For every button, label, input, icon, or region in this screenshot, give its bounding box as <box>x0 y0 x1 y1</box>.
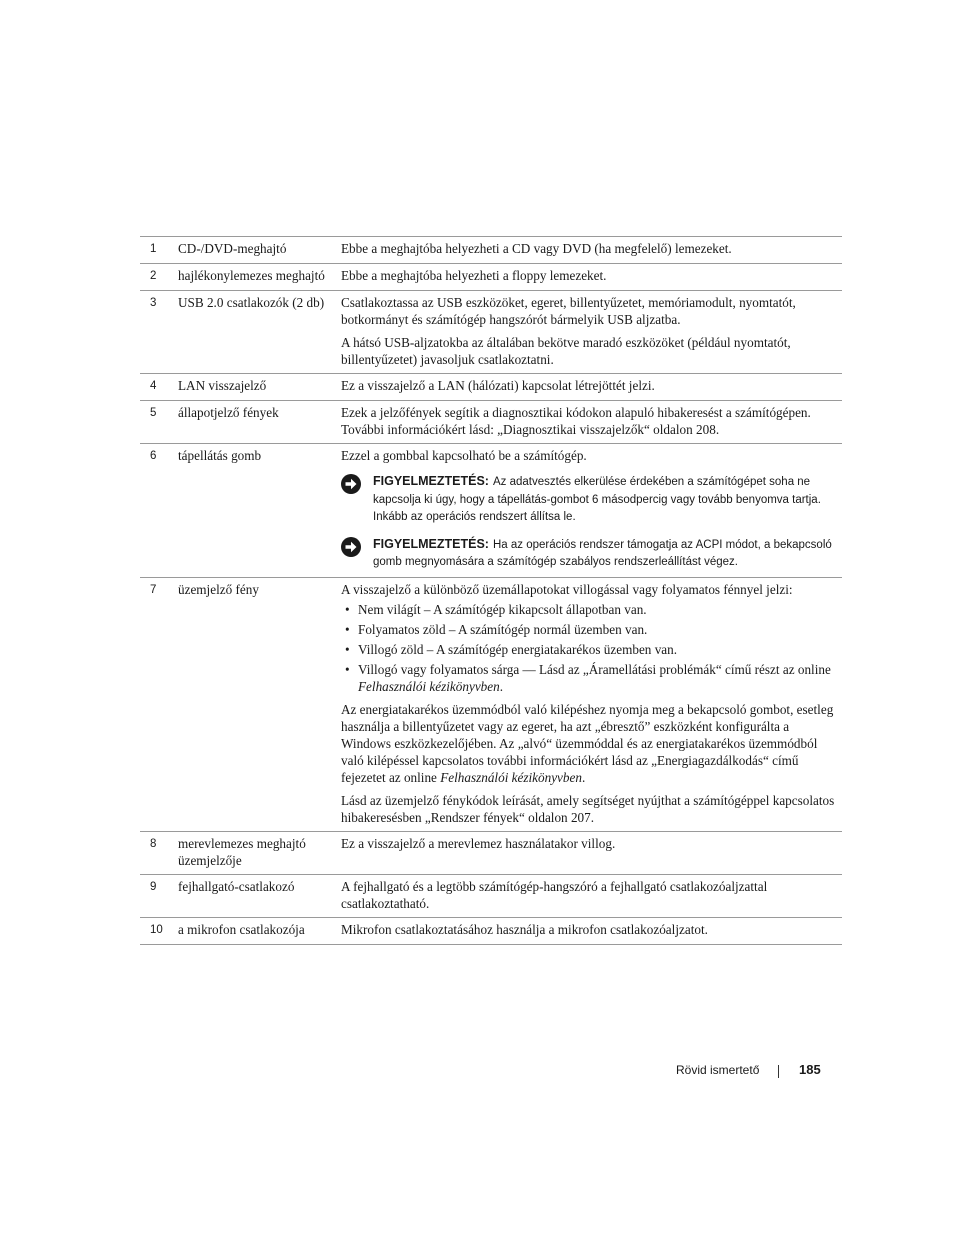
row-number: 6 <box>150 450 157 462</box>
component-description <box>341 374 842 401</box>
row-number: 5 <box>150 407 157 419</box>
table-row <box>140 831 842 874</box>
component-description <box>341 237 842 264</box>
component-description <box>341 401 842 444</box>
component-description <box>341 831 842 874</box>
component-label: a mikrofon csatlakozója <box>178 921 305 937</box>
component-label: USB 2.0 csatlakozók (2 db) <box>178 295 325 310</box>
description-paragraph: A visszajelző a különböző üzemállapotokat villogással vagy folyamatos fénnyel jelzi: <box>341 581 793 597</box>
component-label: üzemjelző fény <box>178 581 259 597</box>
footer-divider <box>778 1065 779 1078</box>
row-number: 9 <box>150 880 157 893</box>
description-paragraph: A fejhallgató és a legtöbb számítógép-hangszóró a fejhallgató csatlakozóaljzattal csatlakoztatható. <box>341 878 768 911</box>
bullet-icon: • <box>345 621 350 637</box>
component-description <box>341 917 842 944</box>
footer-section-title: Rövid ismertető <box>676 1063 760 1077</box>
page-number: 185 <box>799 1062 821 1077</box>
component-label: CD-/DVD-meghajtó <box>178 241 287 256</box>
component-label: LAN visszajelző <box>178 378 267 393</box>
component-description <box>341 264 842 291</box>
table-row <box>140 237 842 264</box>
row-number: 8 <box>150 837 157 850</box>
row-number: 4 <box>150 380 157 392</box>
bullet-icon: • <box>345 641 350 657</box>
list-item: • Villogó zöld – A számítógép energiatakarékos üzemben van. <box>345 641 678 657</box>
table-row <box>140 577 842 831</box>
component-label: fejhallgató-csatlakozó <box>178 878 295 894</box>
component-description <box>341 444 842 578</box>
row-number: 2 <box>150 270 157 282</box>
table-row <box>140 291 842 374</box>
description-paragraph: Mikrofon csatlakoztatásához használja a mikrofon csatlakozóaljzatot. <box>341 921 708 937</box>
description-paragraph: Ez a visszajelző a LAN (hálózati) kapcsolat létrejöttét jelzi. <box>341 378 655 393</box>
component-description <box>341 874 842 917</box>
notice-arrow-icon <box>341 537 361 557</box>
notice-arrow-icon <box>341 474 361 494</box>
description-paragraph: Az energiatakarékos üzemmódból való kilépéshez nyomja meg a bekapcsoló gombot, esetleg használja a billentyűzetet vagy az egeret, ha azt „ébresztő” eszközként konfigurálta a Windows eszközkezelőjében. Az „alvó“ üzemmóddal és az energiatakarékos üzemmódból való kilépéssel kapcsolatos további információkért lásd az „Energiagazdálkodás“ című fejezetet az online Felhasználói kézikönyvben. <box>341 701 834 785</box>
row-number: 10 <box>150 923 163 936</box>
description-paragraph: Ezzel a gombbal kapcsolható be a számítógép. <box>341 448 587 463</box>
warning-title: FIGYELMEZTETÉS: <box>373 474 489 488</box>
table-row <box>140 917 842 944</box>
table-row <box>140 444 842 578</box>
component-table <box>140 236 842 945</box>
bullet-icon: • <box>345 661 350 677</box>
description-paragraph: Csatlakoztassa az USB eszközöket, egeret, billentyűzetet, memóriamodult, nyomtatót, botkormányt és számítógép hangszórót bármelyik USB aljzatba. <box>341 295 796 327</box>
component-label: hajlékonylemezes meghajtó <box>178 268 325 283</box>
table-row <box>140 264 842 291</box>
component-label: merevlemezes meghajtó üzemjelzője <box>178 835 306 868</box>
description-paragraph: A hátsó USB-aljzatokba az általában bekötve maradó eszközöket (például nyomtatót, billentyűzetet) javasoljuk csatlakoztatni. <box>341 335 791 367</box>
description-paragraph: Ebbe a meghajtóba helyezheti a CD vagy DVD (ha megfelelő) lemezeket. <box>341 241 732 256</box>
component-label: tápellátás gomb <box>178 448 262 463</box>
table-row <box>140 401 842 444</box>
row-number: 3 <box>150 297 157 309</box>
description-paragraph: Ez a visszajelző a merevlemez használatakor villog. <box>341 835 616 851</box>
warning-note <box>341 536 838 572</box>
warning-title: FIGYELMEZTETÉS: <box>373 536 489 551</box>
bullet-icon: • <box>345 601 350 617</box>
warning-note <box>341 473 838 527</box>
description-paragraph: Lásd az üzemjelző fénykódok leírását, amely segítséget nyújthat a számítógéppel kapcsolatos hibakeresésben „Rendszer fények“ oldalon 207. <box>341 792 835 825</box>
list-item: • Nem világít – A számítógép kikapcsolt állapotban van. <box>345 601 647 617</box>
row-number: 7 <box>150 583 157 596</box>
component-label: állapotjelző fények <box>178 405 279 420</box>
component-description <box>341 291 842 374</box>
row-number: 1 <box>150 243 157 255</box>
list-item: • Folyamatos zöld – A számítógép normál üzemben van. <box>345 621 648 637</box>
table-row <box>140 374 842 401</box>
component-description <box>341 577 842 831</box>
description-paragraph: Ebbe a meghajtóba helyezheti a floppy lemezeket. <box>341 268 607 283</box>
warning-text: Az adatvesztés elkerülése érdekében a számítógépet soha ne kapcsolja ki úgy, hogy a tápellátás-gombot 6 másodpercig vagy tovább benyomva tartja. Inkább az operációs rendszert állítsa le. <box>373 476 821 523</box>
status-list <box>341 601 838 695</box>
table-row <box>140 874 842 917</box>
warning-text: Ha az operációs rendszer támogatja az ACPI módot, a bekapcsoló gomb megnyomására a számítógép szabályos rendszerleállítást végez. <box>373 538 832 568</box>
list-item: • Villogó vagy folyamatos sárga — Lásd az „Áramellátási problémák“ című részt az online Felhasználói kézikönyvben. <box>345 661 831 694</box>
description-paragraph: Ezek a jelzőfények segítik a diagnosztikai kódokon alapuló hibakeresést a számítógépen. További információkért lásd: „Diagnosztikai visszajelzők“ oldalon 208. <box>341 405 811 437</box>
